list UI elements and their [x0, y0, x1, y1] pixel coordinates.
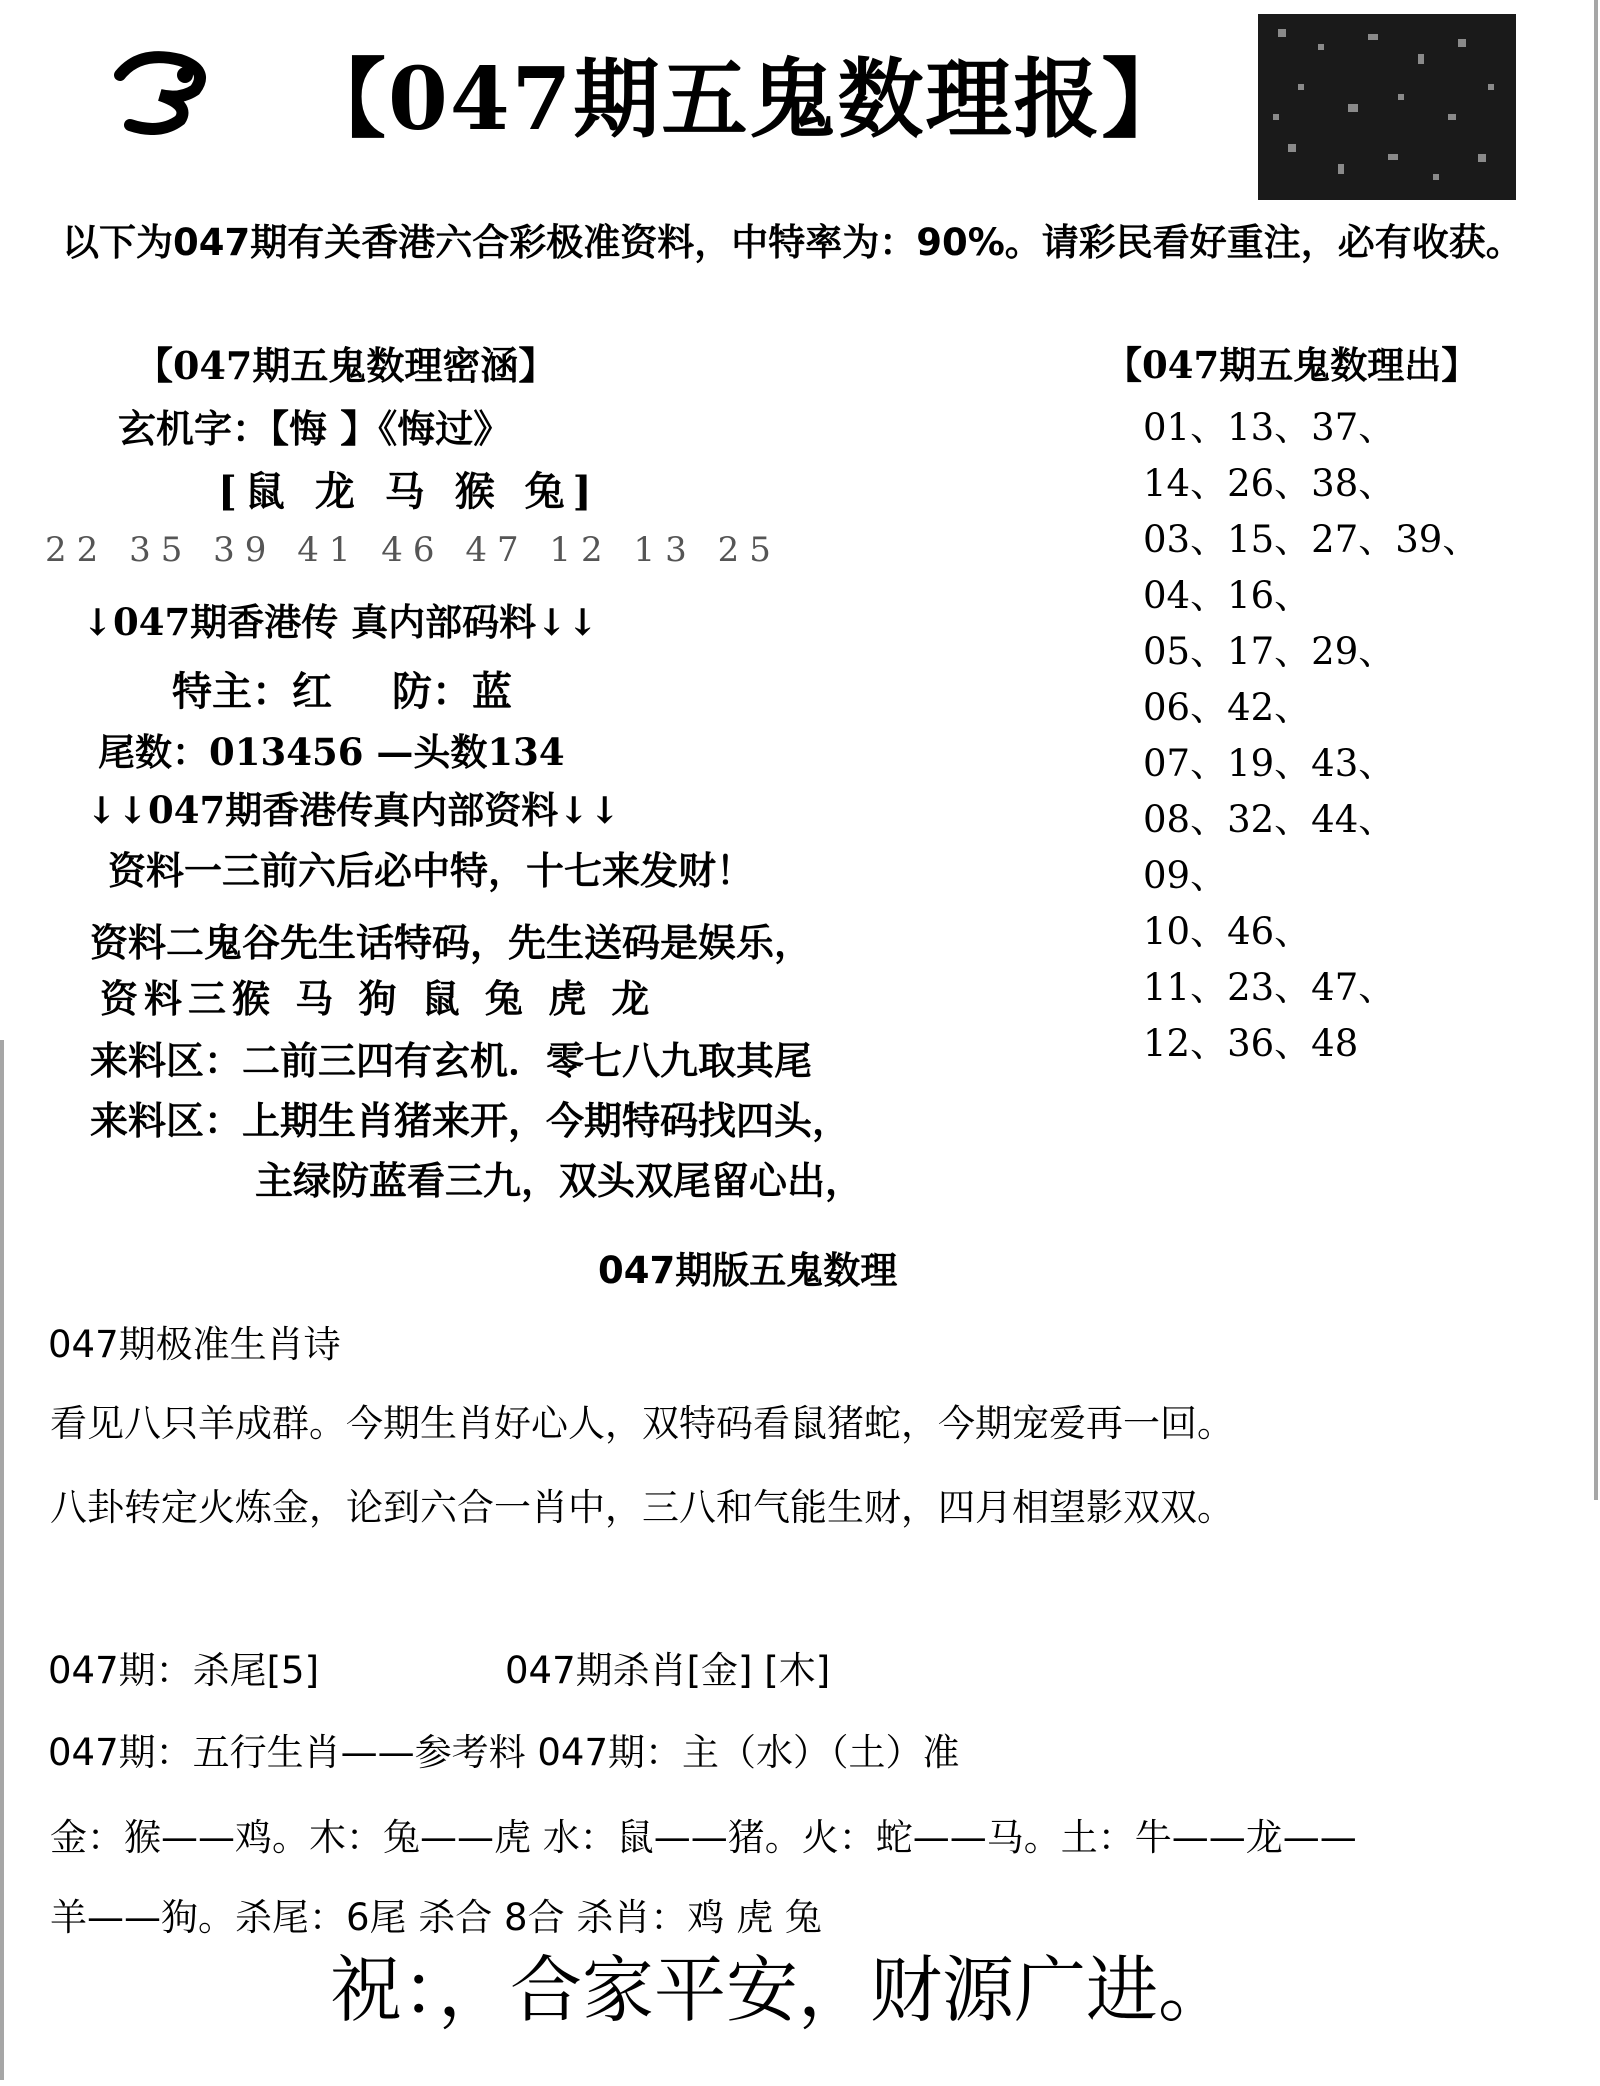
section-heading-1: ↓047期香港传 真内部码料↓↓ — [82, 600, 599, 644]
intro-text: 以下为047期有关香港六合彩极准资料，中特率为：90%。请彩民看好重注，必有收获。 — [62, 221, 1523, 264]
number-row: 14、26、38、 — [1143, 462, 1396, 505]
poem-line-2: 八卦转定火炼金，论到六合一肖中，三八和气能生财，四月相望影双双。 — [50, 1486, 1234, 1529]
elements-line-1: 金：猴——鸡。木：兔——虎 水：鼠——猪。火：蛇——马。土：牛——龙—— — [50, 1816, 1357, 1859]
number-row: 10、46、 — [1143, 910, 1312, 953]
section-heading-2: ↓↓047期香港传真内部资料↓↓ — [86, 788, 621, 832]
data-line-2: 资料二鬼谷先生话特码，先生送码是娱乐， — [90, 920, 813, 965]
riddle-value: 【悔 】《悔过》 — [270, 406, 512, 451]
zone-line-2b: 主绿防蓝看三九，双头双尾留心出， — [255, 1158, 864, 1203]
scan-edge-left — [0, 1040, 4, 2080]
zodiac-list: [鼠 龙 马 猴 兔] — [218, 468, 600, 515]
number-row: 12、36、48 — [1143, 1022, 1359, 1065]
center-title: 047期版五鬼数理 — [598, 1249, 898, 1292]
color-main: 特主：红 — [172, 668, 332, 715]
number-list — [1143, 400, 1479, 1072]
number-row: 01、13、37、 — [1143, 406, 1396, 449]
number-row: 07、19、43、 — [1143, 742, 1396, 785]
scan-edge-right — [1594, 0, 1598, 1500]
closing-blessing: 祝：，合家平安，财源广进。 — [330, 1948, 1231, 2032]
kill-tail: 047期：杀尾[5] — [48, 1649, 320, 1692]
poem-line-1: 看见八只羊成群。今期生肖好心人，双特码看鼠猪蛇，今期宠爱再一回。 — [50, 1402, 1234, 1445]
lucky-numbers: 22 35 39 41 46 47 12 13 25 — [45, 530, 781, 570]
five-elements: 047期：五行生肖——参考料 047期：主（水）（土）准 — [48, 1731, 960, 1774]
riddle-line — [118, 398, 511, 453]
zone-line-1: 来料区：二前三四有玄机．零七八九取其尾 — [90, 1038, 813, 1083]
right-heading: 【047期五鬼数理出】 — [1105, 343, 1479, 387]
tail-head-numbers: 尾数：013456 —头数134 — [98, 730, 565, 774]
color-guard: 防：蓝 — [392, 668, 512, 715]
riddle-label: 玄机字： — [118, 406, 271, 451]
qr-code-icon — [1258, 14, 1516, 200]
number-row: 09、 — [1143, 854, 1228, 897]
kill-zodiac: 047期杀肖[金] [木] — [505, 1649, 831, 1692]
page-title: 【047期五鬼数理报】 — [300, 49, 1190, 150]
number-row: 05、17、29、 — [1143, 630, 1396, 673]
zone-line-2: 来料区：上期生肖猪来开，今期特码找四头， — [90, 1098, 851, 1143]
data-line-1: 资料一三前六后必中特，十七来发财！ — [108, 848, 755, 893]
number-row: 11、23、47、 — [1143, 966, 1396, 1009]
dragon-swirl-icon — [110, 45, 220, 135]
poem-heading: 047期极准生肖诗 — [48, 1323, 341, 1366]
data-line-3: 资料三猴 马 狗 鼠 兔 虎 龙 — [100, 976, 656, 1021]
number-row: 03、15、27、39、 — [1143, 518, 1480, 561]
number-row: 06、42、 — [1143, 686, 1312, 729]
elements-line-2: 羊——狗。杀尾：6尾 杀合 8合 杀肖：鸡 虎 兔 — [50, 1896, 822, 1939]
number-row: 04、16、 — [1143, 574, 1312, 617]
number-row: 08、32、44、 — [1143, 798, 1396, 841]
left-heading: 【047期五鬼数理密涵】 — [135, 343, 557, 388]
